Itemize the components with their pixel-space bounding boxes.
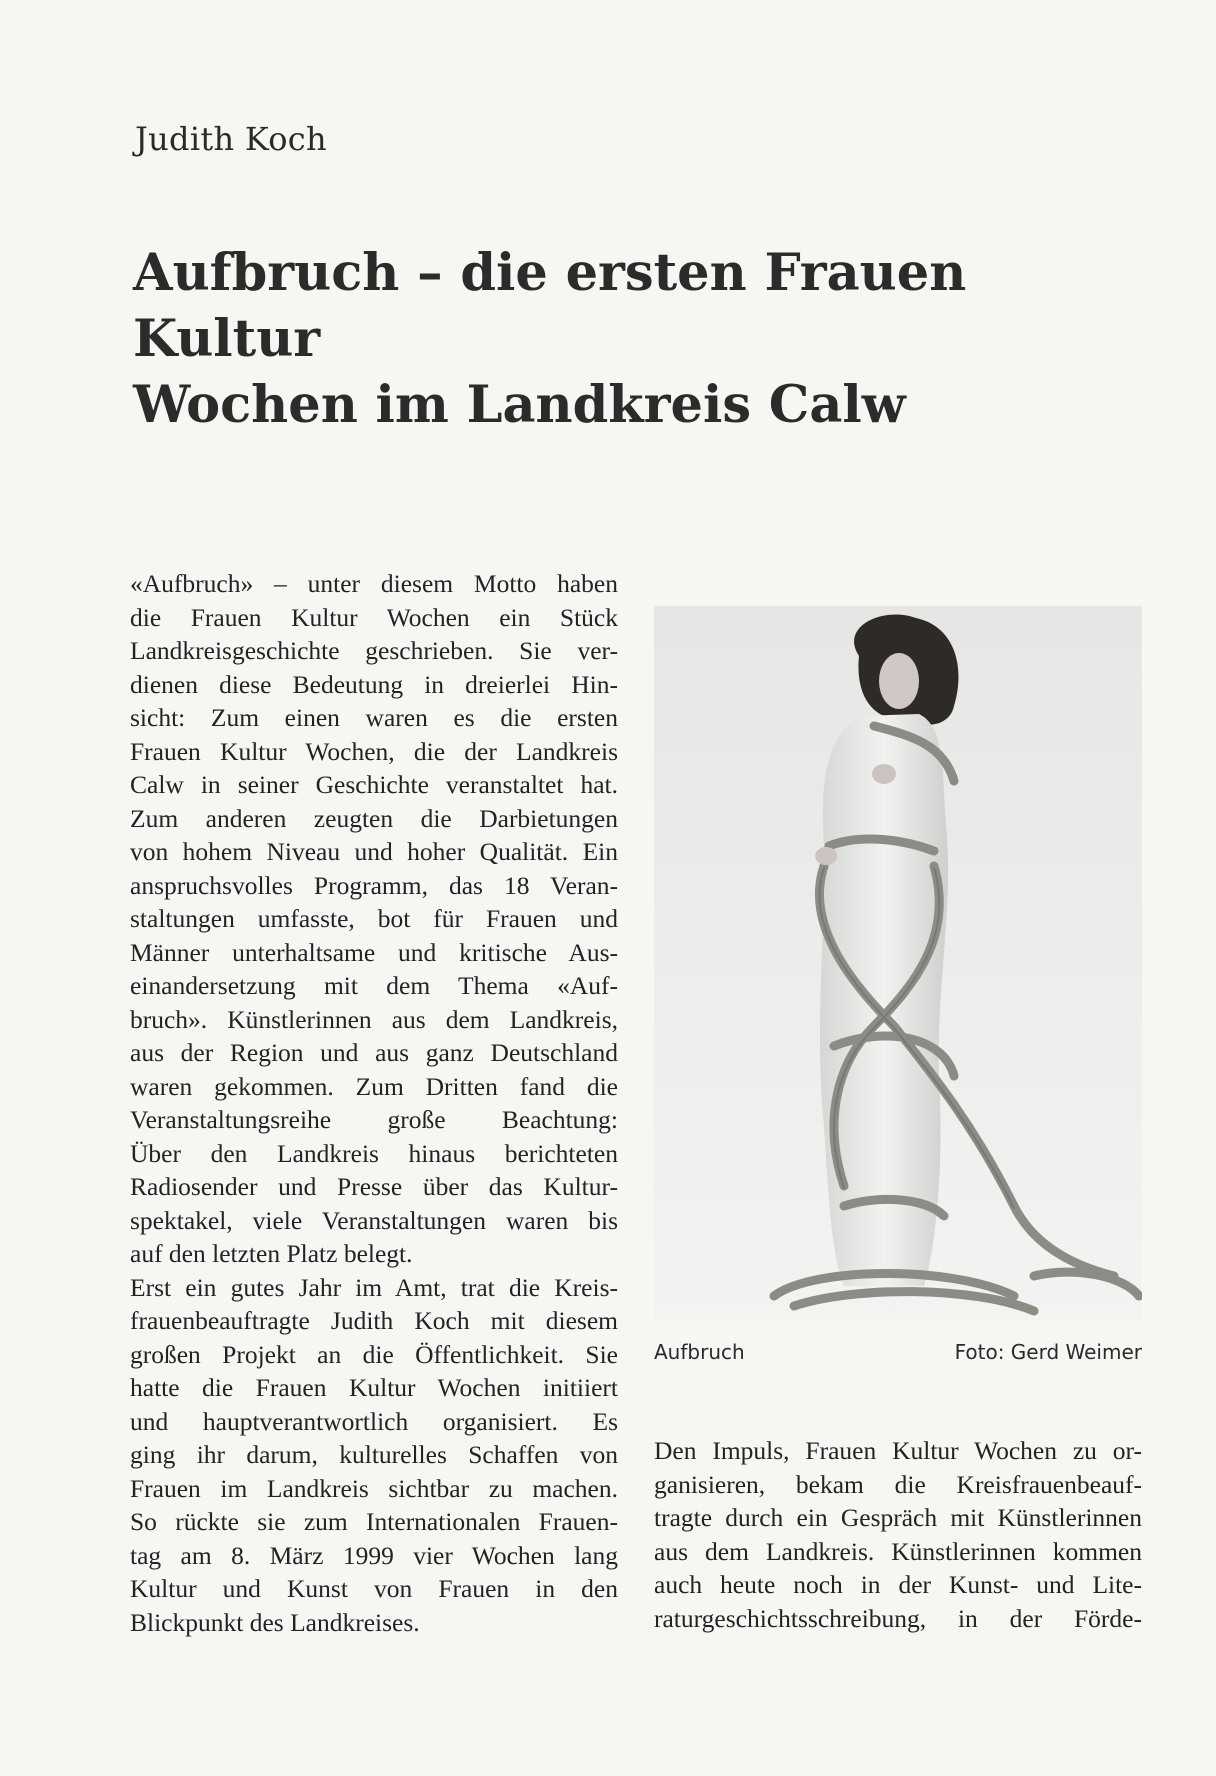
text-line: raturgeschichtsschreibung, in der Förde- xyxy=(654,1603,1142,1633)
text-line: die Frauen Kultur Wochen ein Stück xyxy=(130,602,618,632)
caption-title: Aufbruch xyxy=(654,1340,745,1364)
text-line: Den Impuls, Frauen Kultur Wochen zu or- xyxy=(654,1436,1142,1465)
title-line-2: Wochen im Landkreis Calw xyxy=(133,375,906,435)
caption-credit: Foto: Gerd Weimer xyxy=(954,1340,1142,1364)
text-line: ging ihr darum, kulturelles Schaffen von xyxy=(130,1440,618,1469)
text-line: So rückte sie zum Internationalen Frauen- xyxy=(130,1507,618,1536)
text-line: Blickpunkt des Landkreises. xyxy=(130,1607,420,1637)
title-line-1: Aufbruch – die ersten Frauen Kultur xyxy=(133,243,967,369)
text-line: aus dem Landkreis. Künstlerinnen kommen xyxy=(654,1536,1142,1566)
text-line: dienen diese Bedeutung in dreierlei Hin- xyxy=(130,669,618,699)
text-line: Calw in seiner Geschichte veranstaltet hat. xyxy=(130,770,618,799)
article-title xyxy=(133,240,1113,438)
left-column-text xyxy=(130,567,618,1639)
text-line: Radiosender und Presse über das Kultur- xyxy=(130,1172,618,1201)
text-line: Männer unterhaltsame und kritische Aus- xyxy=(130,937,618,967)
text-line: frauenbeauftragte Judith Koch mit diesem xyxy=(130,1306,618,1335)
text-line: Erst ein gutes Jahr im Amt, trat die Kreis- xyxy=(130,1272,618,1302)
text-line: auf den letzten Platz belegt. xyxy=(130,1239,413,1268)
text-line: Frauen Kultur Wochen, die der Landkreis xyxy=(130,736,618,766)
text-line: spektakel, viele Veranstaltungen waren bis xyxy=(130,1205,618,1235)
text-line: sicht: Zum einen waren es die ersten xyxy=(130,703,618,732)
photo-caption xyxy=(654,1340,1142,1364)
text-line: anspruchsvolles Programm, das 18 Veran- xyxy=(130,870,618,900)
text-line: Landkreisgeschichte geschrieben. Sie ver- xyxy=(130,636,618,665)
text-line: bruch». Künstlerinnen aus dem Landkreis, xyxy=(130,1004,618,1034)
text-line: und hauptverantwortlich organisiert. Es xyxy=(130,1406,618,1436)
text-line: Zum anderen zeugten die Darbietungen xyxy=(130,803,618,833)
text-line: staltungen umfasste, bot für Frauen und xyxy=(130,904,618,933)
text-line: Frauen im Landkreis sichtbar zu machen. xyxy=(130,1473,618,1503)
text-line: aus der Region und aus ganz Deutschland xyxy=(130,1038,618,1067)
right-column-text xyxy=(654,1434,1142,1635)
text-line: «Aufbruch» – unter diesem Motto haben xyxy=(130,569,618,598)
text-line: auch heute noch in der Kunst- und Lite- xyxy=(654,1570,1142,1599)
text-line: Über den Landkreis hinaus berichteten xyxy=(130,1138,618,1168)
text-line: ganisieren, bekam die Kreisfrauenbeauf- xyxy=(654,1469,1142,1499)
text-line: Veranstaltungsreihe große Beachtung: xyxy=(130,1105,618,1134)
author-name: Judith Koch xyxy=(135,120,327,158)
text-line: Kultur und Kunst von Frauen in den xyxy=(130,1574,618,1603)
text-line: hatte die Frauen Kultur Wochen initiiert xyxy=(130,1373,618,1402)
text-line: waren gekommen. Zum Dritten fand die xyxy=(130,1071,618,1101)
text-line: großen Projekt an die Öffentlichkeit. Sie xyxy=(130,1339,618,1369)
text-line: von hohem Niveau und hoher Qualität. Ein xyxy=(130,837,618,866)
article-photo xyxy=(654,606,1142,1321)
text-line: tag am 8. März 1999 vier Wochen lang xyxy=(130,1540,618,1570)
text-line: tragte durch ein Gespräch mit Künstlerinnen xyxy=(654,1503,1142,1532)
text-line: einandersetzung mit dem Thema «Auf- xyxy=(130,971,618,1000)
photo-woman-wrapped-in-rope-icon xyxy=(654,606,1142,1321)
